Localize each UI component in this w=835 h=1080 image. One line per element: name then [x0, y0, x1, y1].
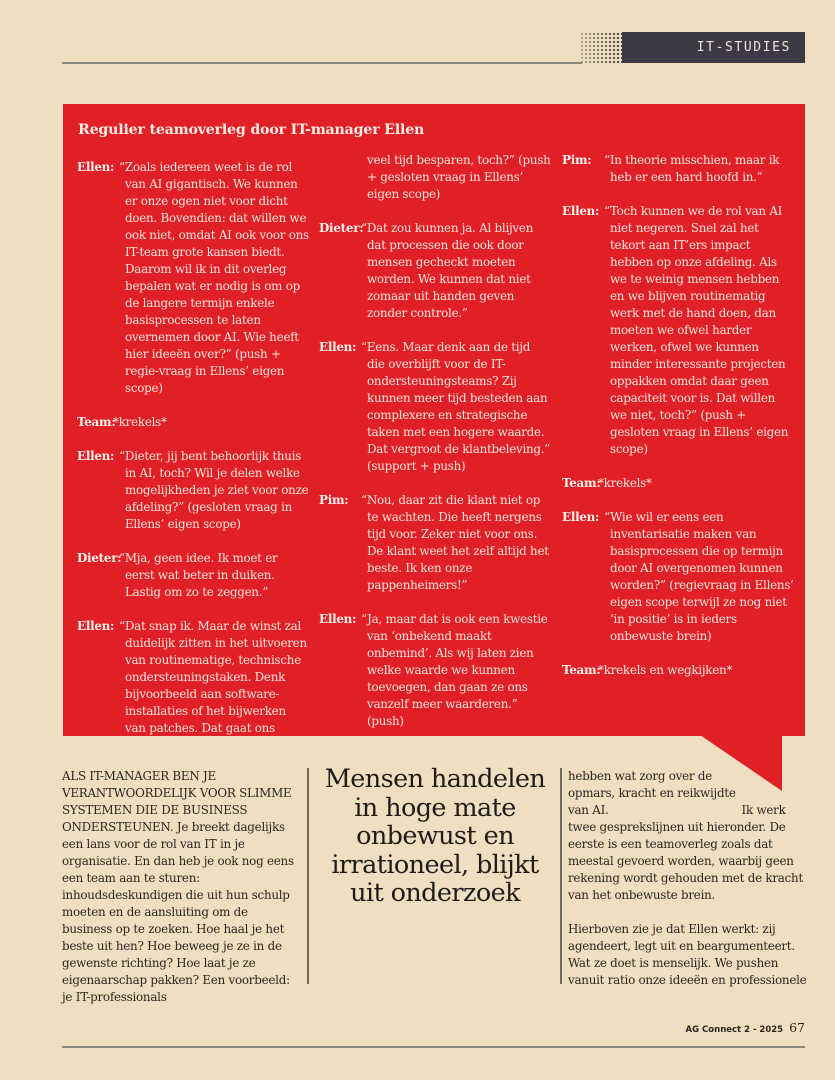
- page-number: 67: [789, 1020, 805, 1035]
- speaker-name: Ellen:: [77, 449, 115, 463]
- speech-text: “Ja, maar dat is ook een kwestie van ‘onbekend maakt onbemind’. Als wij laten zien welke waarde we kunnen toevoegen, dan gaan ze ons vanzelf meer waarderen.” (push): [361, 612, 548, 728]
- col3-paragraph-2: Hierboven zie je dat Ellen werkt: zij agendeert, legt uit en beargumenteert. Wat ze doet is menselijk. We pushen vanuit ratio onze ideeën en professionele: [568, 922, 807, 987]
- speaker-name: Dieter:: [77, 551, 122, 565]
- dialogue-column-3: [562, 152, 794, 696]
- dialogue-turn: [77, 159, 309, 397]
- speaker-name: Ellen:: [562, 510, 600, 524]
- page-footer: [686, 1020, 805, 1035]
- header-rule: [62, 62, 582, 64]
- dialogue-turn: [77, 550, 309, 601]
- speaker-name: Ellen:: [77, 160, 115, 174]
- publication-name: AG Connect 2 - 2025: [685, 1025, 784, 1035]
- speaker-name: Ellen:: [319, 612, 357, 626]
- dialogue-turn: [562, 203, 794, 458]
- speech-text: *krekels en wegkijken*: [598, 663, 733, 677]
- dialogue-turn: [319, 339, 551, 475]
- article-column-3: [568, 768, 808, 1006]
- dialogue-turn: [562, 662, 794, 679]
- speech-text: “Zoals iedereen weet is de rol van AI gigantisch. We kunnen er onze ogen niet voor dicht doen. Bovendien: dat willen we ook niet, omdat AI ook voor ons IT-team grote kansen biedt. Daarom wil ik in dit overleg bepalen wat er nodig is om op de langere termijn enkele basisprocessen te laten overnemen door AI. Wie heeft hier ideeën over?” (push + regie-vraag in Ellens’ eigen scope): [119, 160, 309, 395]
- speech-text: “Nou, daar zit die klant niet op te wachten. Die heeft nergens tijd voor. Zeker niet voor ons. De klant weet het zelf altijd het beste. Ik ken onze pappenheimers!”: [361, 493, 549, 592]
- speech-text: “Eens. Maar denk aan de tijd die overblijft voor de IT-ondersteuningsteams? Zij kunnen meer tijd besteden aan complexere en strategische taken met een hogere waarde. Dat vergroot de klantbeleving.” (support + push): [361, 340, 551, 473]
- speech-text: “Wie wil er eens een inventarisatie maken van basisprocessen die op termijn door AI overgenomen kunnen worden?” (regievraag in Ellens’ eigen scope terwijl ze nog niet ‘in positie’ is in ieders onbewuste brein): [604, 510, 794, 643]
- column-divider: [307, 768, 309, 984]
- dialogue-column-2: [319, 152, 551, 747]
- speaker-name: Team:: [562, 663, 601, 677]
- speech-text: veel tijd besparen, toch?” (push + gesloten vraag in Ellens’ eigen scope): [367, 153, 551, 201]
- col3-paragraph-1-start: hebben wat zorg over de opmars, kracht en reikwijdte van AI.: [568, 769, 736, 817]
- dialogue-turn: [319, 152, 551, 203]
- dialogue-turn: [319, 611, 551, 730]
- speech-text: “Dat zou kunnen ja. Al blijven dat processen die ook door mensen gecheckt moeten worden. We kunnen dat niet zomaar uit handen geven zonder controle.”: [361, 221, 534, 320]
- pull-quote: Mensen handelen in hoge mate onbewust en irrationeel, blijkt uit onderzoek: [324, 764, 546, 908]
- col3-paragraph-1-rest: Ik werk twee gesprekslijnen uit hieronder. De eerste is een teamoverleg zoals dat meestal gevoerd worden, waarbij geen rekening wordt gehouden met de kracht van het onbewuste brein.: [568, 803, 803, 902]
- speech-text: “Dat snap ik. Maar de winst zal duidelijk zitten in het uitvoeren van routinematige, technische ondersteuningstaken. Denk bijvoorbeeld aan software-installaties of het bijwerken van patches. Dat gaat ons: [119, 619, 307, 735]
- article-intro: [62, 768, 298, 1006]
- dialogue-column-1: [77, 159, 309, 754]
- speech-text: “Dieter, jij bent behoorlijk thuis in AI, toch? Wil je delen welke mogelijkheden je ziet voor onze afdeling?” (gesloten vraag in Ellens’ eigen scope): [119, 449, 309, 531]
- intro-lead-caps: ALS IT-MANAGER BEN JE VERANTWOORDELIJK VOOR SLIMME SYSTEMEN DIE DE BUSINESS ONDERSTEUNEN.: [62, 769, 292, 834]
- speech-text: “Toch kunnen we de rol van AI niet negeren. Snel zal het tekort aan IT’ers impact hebben op onze afdeling. Als we te weinig mensen hebben en we blijven routinematig werk met de hand doen, dan moeten we ofwel harder werken, ofwel we kunnen minder interessante projecten oppakken omdat daar geen capaciteit voor is. Dat willen we niet, toch?” (push + gesloten vraag in Ellens’ eigen scope): [604, 204, 789, 456]
- speech-text: “Mja, geen idee. Ik moet er eerst wat beter in duiken. Lastig om zo te zeggen.”: [119, 551, 278, 599]
- dialogue-turn: [562, 475, 794, 492]
- halftone-dots-decoration: [580, 32, 624, 63]
- dialogue-turn: [77, 618, 309, 737]
- dialogue-turn: [319, 492, 551, 594]
- dialogue-box-title: Regulier teamoverleg door IT-manager Ellen: [78, 122, 425, 138]
- speech-text: *krekels*: [113, 415, 167, 429]
- speaker-name: Team:: [562, 476, 601, 490]
- speaker-name: Dieter:: [319, 221, 364, 235]
- dialogue-turn: [77, 448, 309, 533]
- section-header-bar: [622, 32, 805, 63]
- column-divider: [560, 768, 562, 984]
- section-label: IT-STUDIES: [696, 40, 791, 55]
- dialogue-turn: [562, 152, 794, 186]
- intro-body: Je breekt dagelijks een lans voor de rol van IT in je organisatie. En dan heb je ook nog eens een team aan te sturen: inhoudsdeskundigen die uit hun schulp moeten en de aansluiting om de business op te zoeken. Hoe haal je het beste uit hen? Hoe beweeg je ze in de gewenste richting? Hoe laat je ze eigenaarschap pakken? Een voorbeeld: je IT-professionals: [62, 820, 294, 1004]
- speaker-name: Ellen:: [562, 204, 600, 218]
- footer-rule: [62, 1046, 805, 1048]
- speaker-name: Ellen:: [319, 340, 357, 354]
- dialogue-box: [63, 104, 805, 736]
- dialogue-turn: [77, 414, 309, 431]
- speech-text: “In theorie misschien, maar ik heb er een hard hoofd in.”: [604, 153, 780, 184]
- speaker-name: Pim:: [562, 153, 592, 167]
- dialogue-turn: [319, 220, 551, 322]
- speaker-name: Pim:: [319, 493, 349, 507]
- speaker-name: Team:: [77, 415, 116, 429]
- dialogue-turn: [562, 509, 794, 645]
- speech-text: *krekels*: [598, 476, 652, 490]
- speaker-name: Ellen:: [77, 619, 115, 633]
